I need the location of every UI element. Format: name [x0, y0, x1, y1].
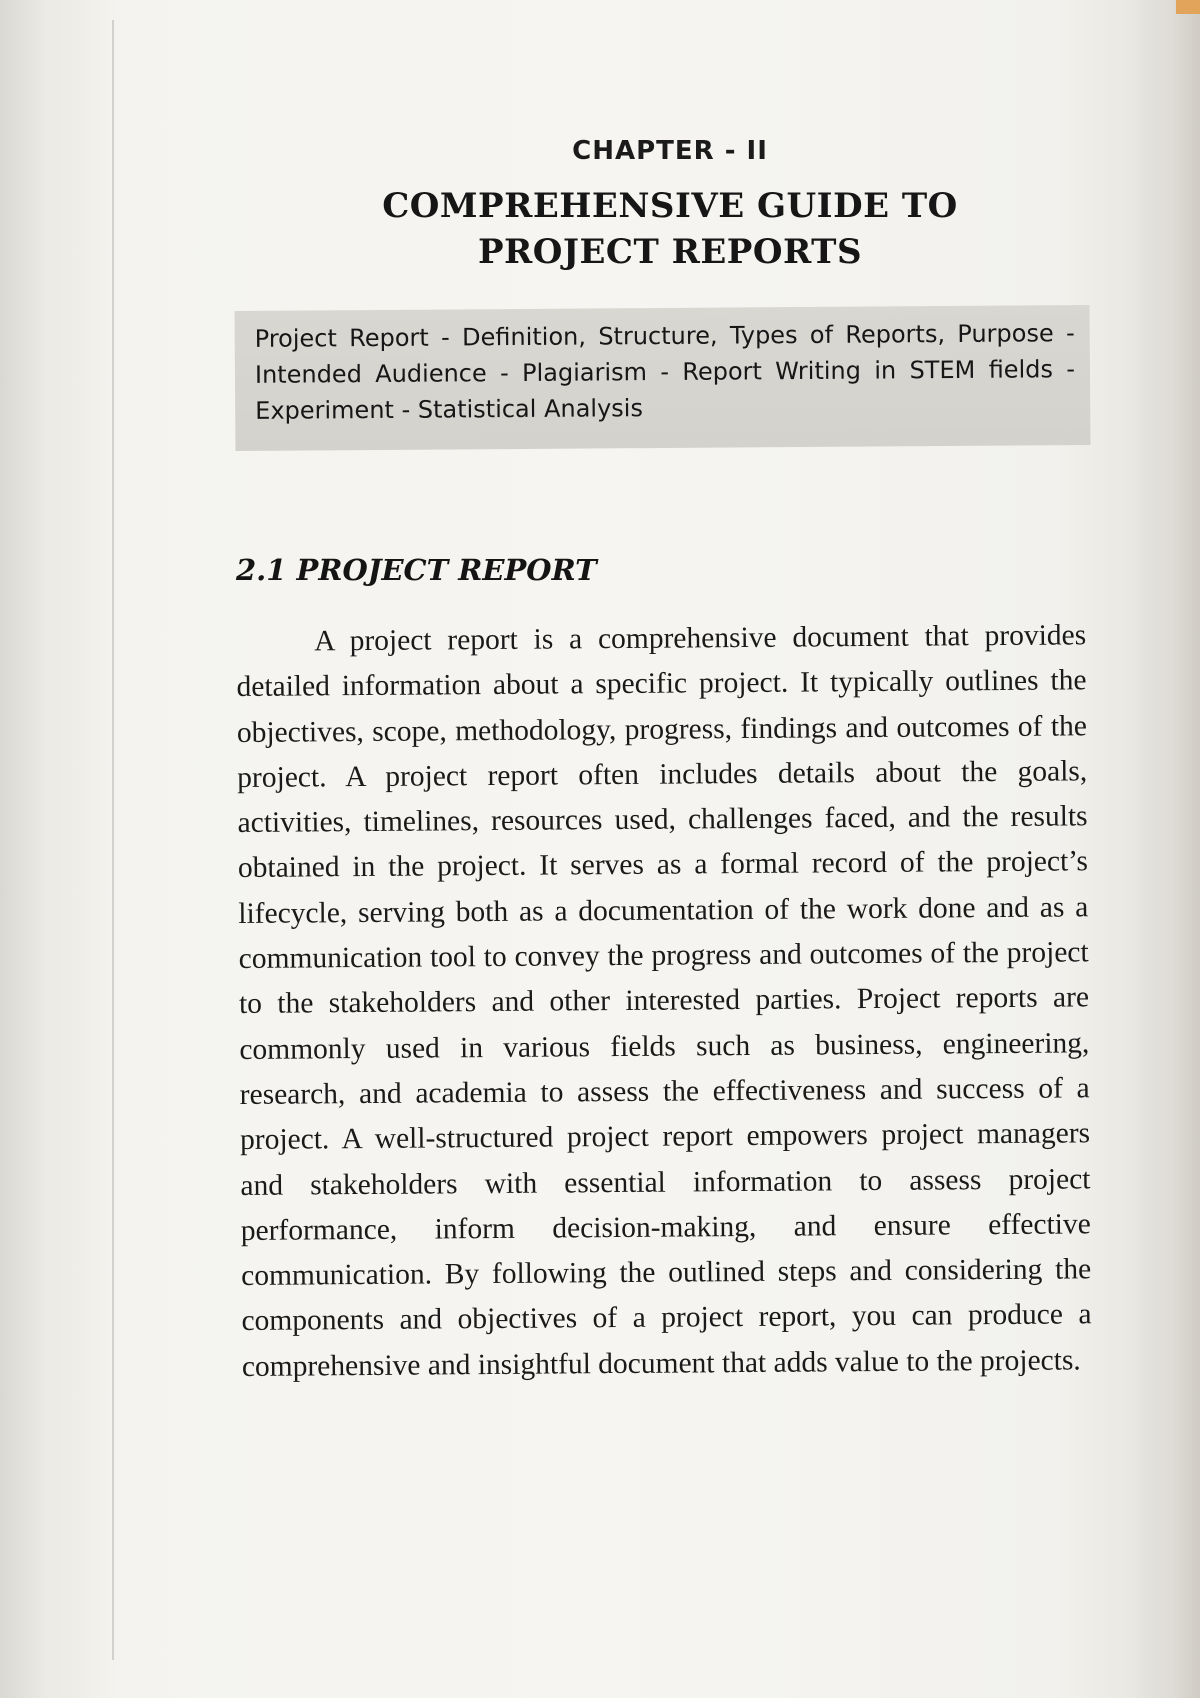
chapter-topics-text: Project Report - Definition, Structure, Types of Reports, Purpose - Intended Audience - Plagiarism - Report Writing in STEM fields - Experiment - Statistical Analysis [254, 319, 1076, 425]
chapter-label: CHAPTER - II [572, 136, 768, 166]
chapter-title-line-1: COMPREHENSIVE GUIDE TO [382, 186, 958, 226]
chapter-title-line-2: PROJECT REPORTS [477, 232, 862, 272]
corner-accent [1176, 0, 1200, 14]
section-paragraph: A project report is a comprehensive document that provides detailed information about a specific project. It typically outlines the objectives, scope, methodology, progress, findings and outcomes of the project. A project report often includes details about the goals, activities, timelines, resources used, challenges faced, and the results obtained in the project. It serves as a formal record of the project’s lifecycle, serving both as a documentation of the work done and as a communication tool to convey the progress and outcomes of the project to the stakeholders and other interested parties. Project reports are commonly used in various fields such as business, engineering, research, and academia to assess the effectiveness and success of a project. A well-structured project report empowers project managers and stakeholders with essential information to assess project performance, inform decision-making, and ensure effective communication. By following the outlined steps and considering the components and objectives of a project report, you can produce a comprehensive and insightful document that adds value to the projects. [236, 619, 1092, 1383]
section-heading: 2.1 PROJECT REPORT [236, 553, 597, 587]
chapter-title [0, 183, 1200, 275]
chapter-topics-box [235, 305, 1091, 451]
